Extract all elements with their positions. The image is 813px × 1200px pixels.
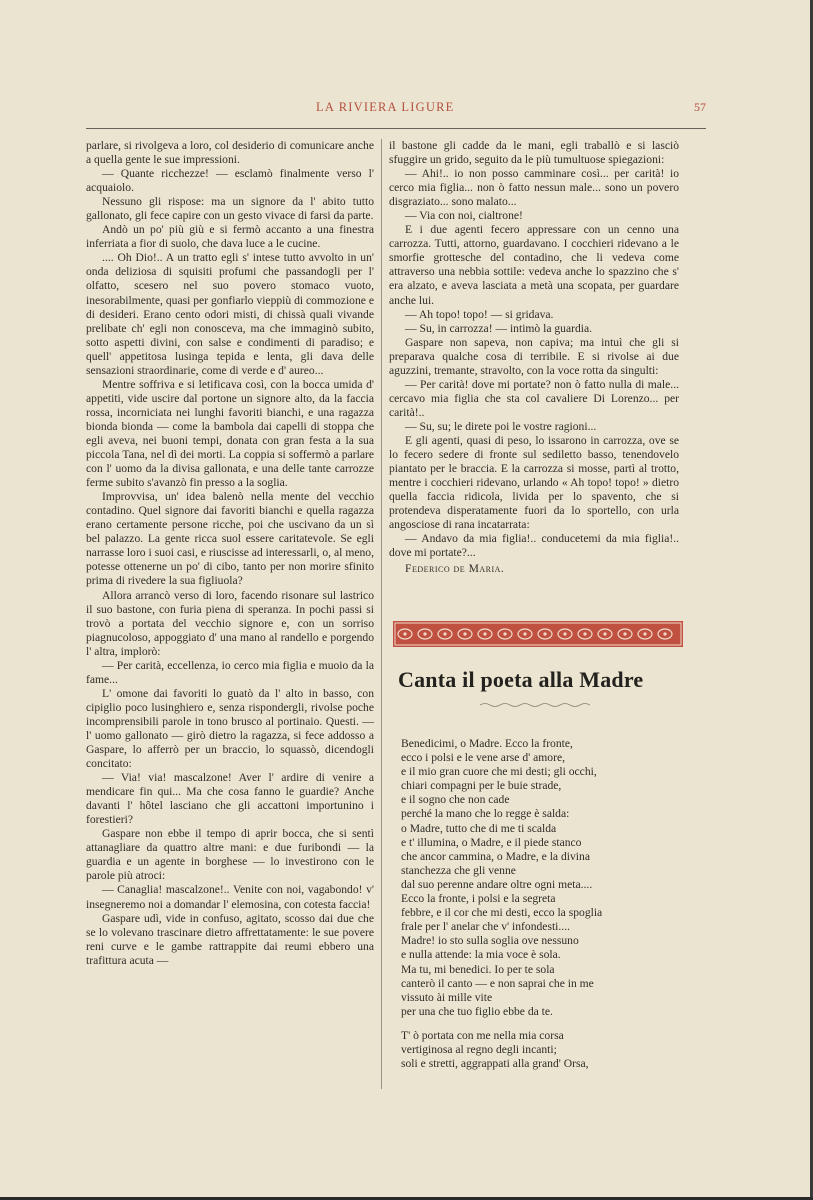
paragraph: E gli agenti, quasi di peso, lo issarono in carrozza, ove se lo fecero sedere di fronte sul sediletto basso, tenendovelo piantato per le braccia. E la carrozza si mosse, partì al trotto, mentre i cocchieri ridevano, urlando « Ah topo! topo! » dietro quella faccia ridicola, livida per lo spavento, che si protendeva disperatamente fuori da lo sportello, con urla angosciose di rana incatarrata: [389, 433, 679, 532]
poem-line: per una che tuo figlio ebbe da te. [401, 1004, 553, 1018]
paragraph: — Per carità, eccellenza, io cerco mia figlia e muoio da la fame... [86, 658, 374, 686]
poem-line: soli e stretti, aggrappati alla grand' Orsa, [401, 1057, 589, 1071]
right-column [389, 139, 679, 576]
poem-line: che ancor cammina, o Madre, e la divina [401, 849, 590, 863]
ornament-dot [543, 632, 546, 635]
journal-title: LA RIVIERA LIGURE [316, 100, 455, 114]
poem-line: e nulla attende: la mia voce è sola. [401, 948, 561, 962]
paragraph: — Via con noi, cialtrone! [405, 209, 523, 223]
poem-line: febbre, e il cor che mi desti, ecco la spoglia [401, 906, 603, 920]
paragraph: Gaspare udì, vide in confuso, agitato, scosso dai due che se lo volevano trascinare dietro affrettatamente: le sue povere reni curve e le gambe rattrappite dai reumi ebbero una trafittura acuta — [86, 911, 374, 967]
ornament-dot [463, 632, 466, 635]
ornament-dot [443, 632, 446, 635]
paragraph: Improvvisa, un' idea balenò nella mente del vecchio contadino. Quel signore dai favoriti bianchi e quella ragazza erano certamente persone ricche, poi che uscivano da un sì bel palazzo. La gente ricca suol essere caritatevole. Se egli narrasse loro i suoi casi, e riuscisse ad interessarli, o, al meno, potesse ottenerne un po' di cibo, tanto per non morire sfinito prima di rivedere la sua figliuola? [86, 490, 374, 588]
poem-line: vissuto ài mille vite [401, 990, 493, 1004]
column-divider [381, 139, 382, 1089]
paragraph: E i due agenti fecero appressare con un cenno una carrozza. Tutti, attorno, guardavano. I cocchieri ridevano a le smorfie grottesche del contadino, che li vedeva come attraverso una nebbia sottile: vedeva anche lo spazzino che s' era alzato, e aveva lasciata a metà una scopata, per guardare anche lui. [389, 223, 679, 307]
paragraph: — Su, in carrozza! — intimò la guardia. [405, 321, 593, 335]
ornament-dot [403, 632, 406, 635]
paragraph: — Per carità! dove mi portate? non ò fatto nulla di male... cercavo mia figlia che sta col cavaliere Di Lorenzo... per carità!.. [389, 377, 679, 419]
paragraph: Mentre soffriva e si letificava così, con la bocca umida d' appetiti, vide uscire dal portone un signore alto, da la faccia rossa, incorniciata nei lunghi favoriti bianchi, e una ragazza bionda bionda — come la bambola dai capelli di stoppa che egli aveva, nei buoni tempi, donata con gran festa a la sua piccola Tana, nel dì dei morti. La coppia si soffermò a parlare con l' uomo da la divisa gallonata, e una delle tante carrozze ferme subito s'avanzò fin presso a la soglia. [86, 377, 374, 490]
poem-line: stanchezza che gli venne [401, 863, 516, 877]
poem-line: e il mio gran cuore che mi desti; gli occhi, [401, 765, 597, 779]
ornament-dot [483, 632, 486, 635]
paragraph: il bastone gli cadde da le mani, egli traballò e si lasciò sfuggire un grido, seguito da le più tumultuose spiegazioni: [389, 139, 679, 167]
poem-line: o Madre, tutto che di me ti scalda [401, 821, 557, 835]
poem-line: Ma tu, mi benedici. Io per te sola [401, 962, 555, 976]
ornament-dot [563, 632, 566, 635]
paragraph: — Ah topo! topo! — si gridava. [405, 307, 554, 321]
title-flourish [480, 702, 590, 708]
ornament-dot [623, 632, 626, 635]
paragraph: — Andavo da mia figlia!.. conducetemi da mia figlia!.. dove mi portate?... [389, 532, 679, 560]
poem-line: Benedicimi, o Madre. Ecco la fronte, [401, 737, 573, 750]
paragraph: Andò un po' più giù e si fermò accanto a una finestra inferriata a fior di suolo, che dava luce a le cucine. [86, 223, 374, 251]
ornament-dot [663, 632, 666, 635]
poem-line: ecco i polsi e le vene arse d' amore, [401, 751, 566, 765]
poem-title: Canta il poeta alla Madre [398, 667, 644, 692]
poem-line: vertiginosa al regno degli incanti; [401, 1042, 557, 1056]
ornament-dot [583, 632, 586, 635]
paragraph: Gaspare non sapeva, non capiva; ma intuì che gli si preparava qualche cosa di terribile. E si rivolse ai due aguzzini, tremante, stravolto, con la voce rotta da singulti: [389, 335, 679, 377]
ornament-dot [603, 632, 606, 635]
poem-body [401, 737, 701, 1071]
paragraph: L' omone dai favoriti lo guatò da l' alto in basso, con cipiglio poco lusinghiero e, senza rispondergli, rivolse poche incomprensibili parole in tono brusco al portinaio. Questi. — l' uomo gallonato — girò dietro la ragazza, si fece addosso a Gaspare, lo afferrò per un braccio, lo squassò, dicendogli concitato: [86, 686, 374, 771]
poem-line: chiari compagni per le buie strade, [401, 779, 562, 793]
paragraph: .... Oh Dio!.. A un tratto egli s' intese tutto avvolto in un' onda deliziosa di squisiti profumi che passandogli per l' olfatto, scesero nel suo povero stomaco vuoto, inesorabilmente, quasi per gonfiarlo vieppiù di commozione e di desideri. Erano cento odori misti, di chissà quali vivande prelibate ch' egli non conosceva, ma che immaginò subito, sotto aspetti divini, con salse e condimenti di paradiso; e quell' appetitosa lusinga tepida e lenta, gli dava delle sensazioni straordinarie, come di verde e d' aureo... [86, 251, 374, 377]
poem-line: e t' illumina, o Madre, e il piede stanco [401, 835, 582, 849]
poem-line: e il sogno che non cade [401, 793, 510, 807]
paragraph: — Canaglia! mascalzone!.. Venite con noi, vagabondo! v' insegneremo noi a domandar l' elemosina, con cotesta faccia! [86, 883, 374, 911]
running-header [96, 100, 706, 120]
page-number: 57 [694, 100, 706, 114]
poem-line: canterò il canto — e non saprai che in me [401, 976, 594, 990]
paragraph: parlare, si rivolgeva a loro, col desiderio di comunicare anche a quella gente le sue impressioni. [86, 139, 374, 167]
paragraph: Gaspare non ebbe il tempo di aprir bocca, che si sentì attanagliare da quattro altre mani: e due furibondi — la guardia e un agente in borghese — lo investirono con le parole più atroci: [86, 827, 374, 883]
poem-line: perché la mano che lo regge è salda: [401, 807, 570, 821]
paragraph: — Via! via! mascalzone! Aver l' ardire di venire a mendicare fin qui... Ma che cosa fanno le guardie? Anche davanti l' hôtel lasciano che gli accattoni importunino i forestieri? [86, 771, 374, 827]
ornament-dot [423, 632, 426, 635]
header-rule [86, 128, 706, 129]
ornament-dot [503, 632, 506, 635]
paragraph: — Quante ricchezze! — esclamò finalmente verso l' acquaiolo. [86, 167, 374, 195]
poem-line: Ecco la fronte, i polsi e la segreta [401, 892, 556, 906]
poem-line: T' ò portata con me nella mia corsa [401, 1028, 564, 1042]
stanza-break [401, 1019, 701, 1029]
ornament-dot [643, 632, 646, 635]
paragraph: Allora arrancò verso di loro, facendo risonare sul lastrico il suo bastone, con furia piena di speranza. In pochi passi si trovò a portata del vecchio signore e, con un sorriso piagnucoloso, appoggiato d' una mano al randello e porgendo l' altra, implorò: [86, 588, 374, 658]
author-signature: Federico de Maria. [405, 562, 505, 576]
decorative-ornament-band [393, 621, 683, 647]
left-column [86, 139, 374, 968]
paragraph: Nessuno gli rispose: ma un signore da l' abito tutto gallonato, gli fece capire con un gesto vivace di farsi da parte. [86, 195, 374, 223]
paragraph: — Ahi!.. io non posso camminare così... per carità! io cerco mia figlia... non ò fatto nessun male... sono un povero disgraziato... sono malato... [389, 167, 679, 209]
poem-line: dal suo perenne andare oltre ogni meta.... [401, 877, 593, 891]
paragraph: — Su, su; le direte poi le vostre ragioni... [405, 419, 597, 433]
ornament-dot [523, 632, 526, 635]
poem-line: frale per l' anelar che v' infondesti.... [401, 920, 570, 934]
poem-line: Madre! io sto sulla soglia ove nessuno [401, 934, 579, 948]
